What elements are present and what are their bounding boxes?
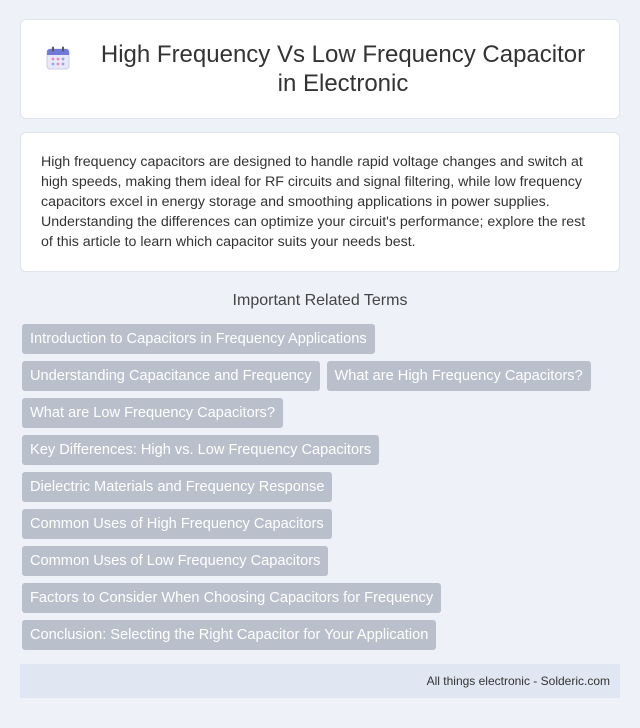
footer-text: All things electronic - Solderic.com [426,674,610,688]
intro-card [20,132,620,272]
term-tag[interactable]: What are Low Frequency Capacitors? [22,398,283,428]
term-tag[interactable]: Common Uses of Low Frequency Capacitors [22,546,328,576]
related-terms-list [22,324,622,650]
title-wrap [45,40,595,98]
page-title: High Frequency Vs Low Frequency Capacitor in Electronic [100,41,586,97]
calendar-icon [45,45,71,71]
header-card [20,19,620,119]
term-tag[interactable]: Dielectric Materials and Frequency Response [22,472,332,502]
term-tag[interactable]: Introduction to Capacitors in Frequency Applications [22,324,375,354]
intro-paragraph: High frequency capacitors are designed to handle rapid voltage changes and switch at high speeds, making them ideal for RF circuits and signal filtering, while low frequency capacitors excel in energy storage and smoothing applications in power supplies. Understanding the differences can optimize your circuit's performance; explore the rest of this article to learn which capacitor suits your needs best. [41,154,586,250]
term-tag[interactable]: Understanding Capacitance and Frequency [22,361,320,391]
term-tag[interactable]: What are High Frequency Capacitors? [327,361,591,391]
term-tag[interactable]: Factors to Consider When Choosing Capacitors for Frequency [22,583,441,613]
term-tag[interactable]: Conclusion: Selecting the Right Capacitor for Your Application [22,620,436,650]
related-terms-heading: Important Related Terms [232,292,408,309]
footer-bar [20,664,620,698]
term-tag[interactable]: Key Differences: High vs. Low Frequency Capacitors [22,435,379,465]
term-tag[interactable]: Common Uses of High Frequency Capacitors [22,509,332,539]
